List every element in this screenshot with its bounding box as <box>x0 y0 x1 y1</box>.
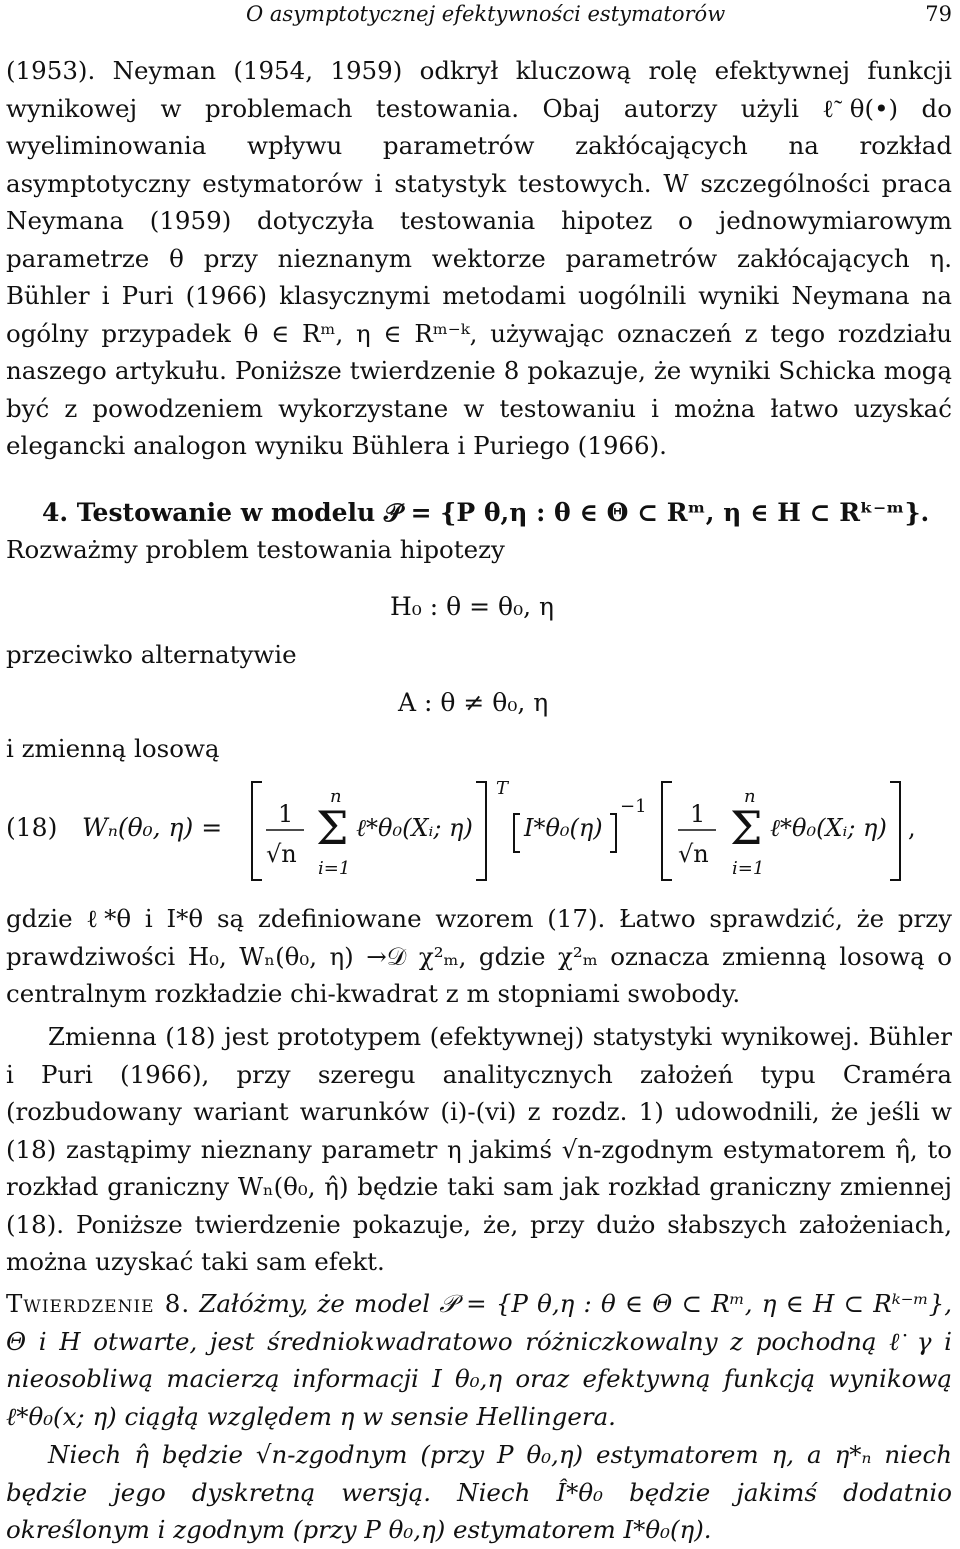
frac2-numerator: 1 <box>690 800 706 828</box>
hypothesis-alternative: A : θ ≠ θ₀, η <box>398 688 549 717</box>
section-heading: 4. Testowanie w modelu 𝒫 = {P θ,η : θ ∈ Θ ⊂ Rᵐ, η ∈ H ⊂ Rᵏ⁻ᵐ}. <box>42 498 930 527</box>
sum1-top: n <box>330 786 342 807</box>
paragraph-definitions: gdzie ℓ*θ i I*θ są zdefiniowane wzorem (17). Łatwo sprawdzić, że przy prawdziwości H₀, Wₙ(θ₀, η) →𝒟 χ²ₘ, gdzie χ²ₘ oznacza zmienną losową o centralnym rozkładzie chi-kwadrat z m stopniami swobody. <box>6 904 952 1008</box>
theorem-label: Twierdzenie 8. <box>6 1289 191 1318</box>
theorem-assumptions: Załóżmy, że model 𝒫 = {P θ,η : θ ∈ Θ ⊂ Rᵐ, η ∈ H ⊂ Rᵏ⁻ᵐ}, Θ i H otwarte, jest średniokwadratowo różniczkowalny z pochodną ℓ̇ γ i nieosobliwą macierzą informacji I θ₀,η oraz efektywną funkcją wynikową ℓ*θ₀(x; η) ciągłą względem η w sensie Hellingera. <box>6 1289 952 1431</box>
frac1-denominator: √n <box>266 840 297 868</box>
paragraph-prototype: Zmienna (18) jest prototypem (efektywnej) statystyki wynikowej. Bühler i Puri (1966), przy szeregu analitycznych założeń typu Craméra (rozbudowany wariant warunków (i)-(vi) z rozdz. 1) udowodnili, że jeśli w (18) zastąpimy nieznany parametr η jakimś √n-zgodnym estymatorem η̂, to rozkład graniczny Wₙ(θ₀, η̂) będzie taki sam jak rozkład graniczny zmiennej (18). Poniższe twierdzenie pokazuje, że, przy dużo słabszych założeniach, można uzyskać taki sam efekt. <box>6 1022 952 1276</box>
sum2-top: n <box>744 786 756 807</box>
sum1-sigma: Σ <box>316 801 349 855</box>
sum2-sigma: Σ <box>730 801 763 855</box>
equation-number: (18) <box>6 813 58 842</box>
equation-trailing-comma: , <box>908 814 916 842</box>
sum1-summand: ℓ*θ₀(Xᵢ; η) <box>356 814 473 842</box>
running-header <box>246 2 952 38</box>
label-random-variable: i zmienną losową <box>6 734 220 763</box>
info-matrix: I*θ₀(η) <box>524 814 603 842</box>
paragraph-intro: (1953). Neyman (1954, 1959) odkrył kluczową rolę efektywnej funkcji wynikowej w problemach testowania. Obaj autorzy użyli ℓ̃θ(•) do wyeliminowania wpływu parametrów zakłócających na rozkład asymptotyczny estymatorów i statystyk testowych. W szczególności praca Neymana (1959) dotyczyła testowania hipotez o jednowymiarowym parametrze θ przy nieznanym wektorze parametrów zakłócających η. Bühler i Puri (1966) klasycznymi metodami uogólnili wyniki Neymana na ogólny przypadek θ ∈ Rᵐ, η ∈ Rᵐ⁻ᵏ, używając oznaczeń z tego rozdziału naszego artykułu. Poniższe twierdzenie 8 pokazuje, że wyniki Schicka mogą być z powodzeniem wykorzystane w testowaniu i można łatwo uzyskać elegancki analogon wyniku Bühlera i Puriego (1966). <box>6 56 952 460</box>
hypothesis-h0: H₀ : θ = θ₀, η <box>390 592 554 621</box>
sum2-summand: ℓ*θ₀(Xᵢ; η) <box>770 814 887 842</box>
inverse-mark: −1 <box>620 796 647 817</box>
theorem-estimators: Niech η̂ będzie √n-zgodnym (przy P θ₀,η) estymatorem η, a η*ₙ niech będzie jego dyskretną wersją. Niech Î*θ₀ będzie jakimś dodatnio określonym i zgodnym (przy P θ₀,η) estymatorem I*θ₀(η). <box>6 1440 952 1544</box>
equation-18 <box>0 770 960 900</box>
theorem-8 <box>6 1285 952 1435</box>
label-against-alternative: przeciwko alternatywie <box>6 640 297 669</box>
sum2-bottom: i=1 <box>732 858 765 879</box>
frac2-denominator: √n <box>678 840 709 868</box>
page-number: 79 <box>925 2 952 26</box>
equation-lhs: Wₙ(θ₀, η) = <box>82 813 223 842</box>
transpose-mark: T <box>496 778 509 799</box>
frac1-numerator: 1 <box>278 800 294 828</box>
sum1-bottom: i=1 <box>318 858 351 879</box>
section-intro: Rozważmy problem testowania hipotezy <box>6 535 505 564</box>
running-title: O asymptotycznej efektywności estymatorów <box>246 2 726 26</box>
